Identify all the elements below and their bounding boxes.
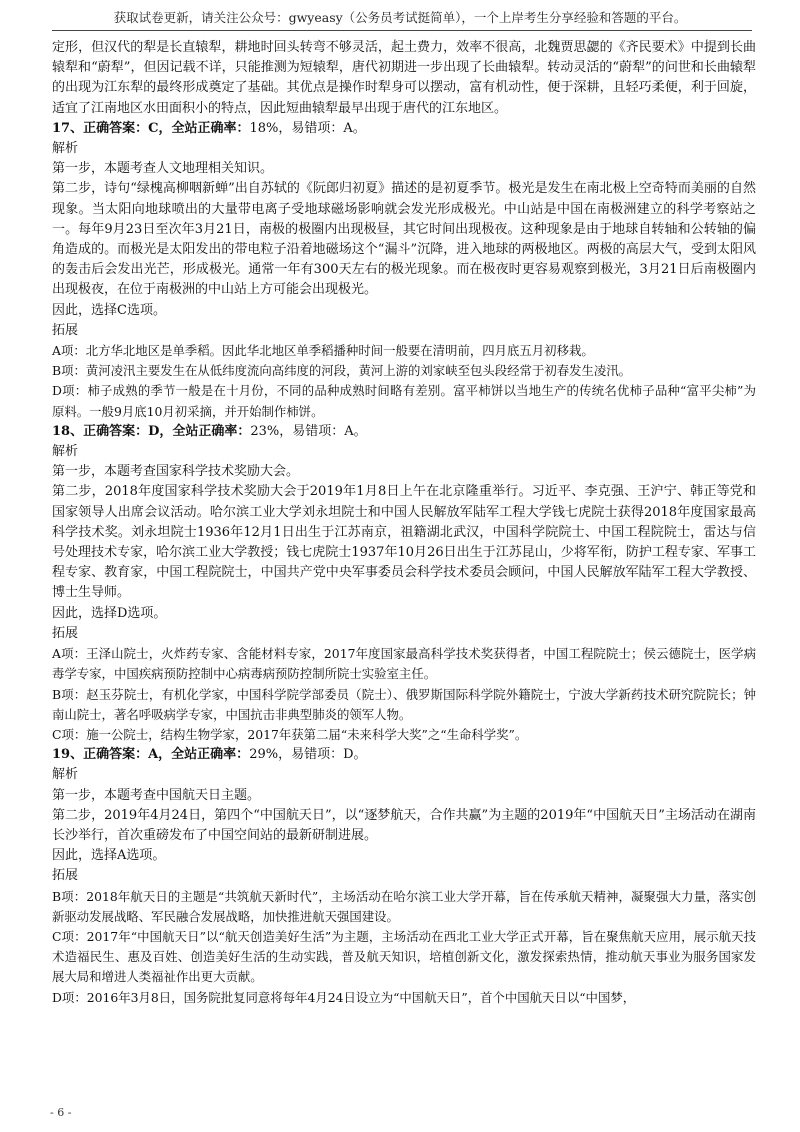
question-17-option-b: B项：黄河凌汛主要发生在从低纬度流向高纬度的河段，黄河上游的刘家峡至包头段经常于初春发生凌汛。 [52,363,632,379]
question-18-option-b: B项：赵玉芬院士，有机化学家，中国科学院学部委员（院士）、俄罗斯国际科学院外籍院士，宁波大学新药技术研究院院长；钟南山院士，著名呼吸病学专家，中国抗击非典型肺炎的领军人物。 [52,686,756,722]
question-17-answer-line [52,119,756,139]
question-17-title: 17、正确答案：C，全站正确率： [52,120,250,136]
question-18-option-a: A项：王泽山院士，火炸药专家、含能材料专家，2017年度国家最高科学技术奖获得者，中国工程院院士；侯云德院士，医学病毒学专家，中国疾病预防控制中心病毒病预防控制所院士实验室主任。 [52,646,756,682]
question-19-title: 19、正确答案：A，全站正确率： [52,747,250,763]
question-19-answer-line [52,745,756,765]
question-17-step-1: 第一步，本题考查人文地理相关知识。 [52,161,274,177]
question-17-option-a: A项：北方华北地区是单季稻。因此华北地区单季稻播种时间一般要在清明前，四月底五月初移栽。 [52,343,594,359]
question-17-conclusion: 因此，选择C选项。 [52,302,166,318]
question-19-extension-label: 拓展 [52,868,79,884]
question-18-conclusion: 因此，选择D选项。 [52,605,167,621]
question-18-rate: 23%，易错项：A。 [250,423,367,439]
question-17-step-2: 第二步，诗句“绿槐高柳咽新蝉”出自苏轼的《阮郎归初夏》描述的是初夏季节。极光是发生在南北极上空奇特而美丽的自然现象。当太阳向地球喷出的大量带电离子受地球磁场影响就会发光形成极光。中山站是中国在南极洲建立的科学考察站之一。每年9月23日至次年3月21日，南极的极圈内出现极昼，其它时间出现极夜。这种现象是由于地球自转轴和公转轴的偏角造成的。而极光是太阳发出的带电粒子沿着地磁场这个“漏斗”沉降，进入地球的两极地区。两极的高层大气，受到太阳风的轰击后会发出光芒，形成极光。通常一年有300天左右的极光现象。而在极夜时更容易观察到极光，3月21日后南极圈内出现极夜，在位于南极洲的中山站上方可能会出现极光。 [52,181,756,298]
question-18-answer-line [52,422,756,442]
question-19-rate: 29%，易错项：D。 [249,747,367,763]
question-18-analysis-label: 解析 [52,444,79,460]
question-18-extension-label: 拓展 [52,625,79,641]
question-17-option-d: D项：柿子成熟的季节一般是在十月份，不同的品种成熟时间略有差别。富平柿饼以当地生产的传统名优柿子品种“富平尖柿”为原料。一般9月底10月初采摘，并开始制作柿饼。 [52,383,756,419]
question-19-option-d: D项：2016年3月8日，国务院批复同意将每年4月24日设立为“中国航天日”，首个中国航天日以“中国梦， [52,989,636,1005]
question-18-option-c: C项：施一公院士，结构生物学家，2017年获第二届“未来科学大奖”之“生命科学奖”。 [52,726,528,742]
intro-paragraph: 定形，但汉代的犁是长直辕犁，耕地时回头转弯不够灵活，起土费力，效率不很高，北魏贾思勰的《齐民要术》中提到长曲辕犁和“蔚犁”，但因记载不详，只能推测为短辕犁，唐代初期进一步出现了长曲辕犁。转动灵活的“蔚犁”的问世和长曲辕犁的出现为江东犁的最终形成奠定了基础。其优点是操作时犁身可以摆动，富有机动性，便于深耕，且轻巧柔便，利于回旋，适宜了江南地区水田面积小的特点，因此短曲辕犁最早出现于唐代的江东地区。 [52,40,756,116]
question-19-conclusion: 因此，选择A选项。 [52,848,166,864]
page-number: - 6 - [50,1106,72,1119]
question-19-step-1: 第一步，本题考查中国航天日主题。 [52,787,261,803]
question-17-extension-label: 拓展 [52,322,79,338]
question-18-step-2: 第二步，2018年度国家科学技术奖励大会于2019年1月8日上午在北京隆重举行。习近平、李克强、王沪宁、韩正等党和国家领导人出席会议活动。哈尔滨工业大学刘永坦院士和中国人民解放军陆军工程大学钱七虎院士获得2018年度国家最高科学技术奖。刘永坦院士1936年12月1日出生于江苏南京，祖籍湖北武汉，中国科学院院士、中国工程院院士，雷达与信号处理技术专家，哈尔滨工业大学教授；钱七虎院士1937年10月26日出生于江苏昆山，少将军衔，防护工程专家、军事工程专家、教育家，中国工程院院士，中国共产党中央军事委员会科学技术委员会顾问，中国人民解放军陆军工程大学教授、博士生导师。 [52,484,756,601]
question-19-analysis-label: 解析 [52,767,79,783]
question-19-option-b: B项：2018年航天日的主题是“共筑航天新时代”，主场活动在哈尔滨工业大学开幕，旨在传承航天精神，凝聚强大力量，落实创新驱动发展战略、军民融合发展战略，加快推进航天强国建设。 [52,888,756,924]
page-header: 获取试卷更新，请关注公众号：gwyeasy（公务员考试挺简单），一个上岸考生分享经验和答题的平台。 [113,10,687,25]
question-18-title: 18、正确答案：D，全站正确率： [52,423,251,439]
document-body [52,38,756,1008]
question-19-step-2: 第二步，2019年4月24日，第四个“中国航天日”，以“逐梦航天，合作共赢”为主题的2019年“中国航天日”主场活动在湖南长沙举行，首次重磅发布了中国空间站的最新研制进展。 [52,807,756,843]
question-17-analysis-label: 解析 [52,141,79,157]
question-19-option-c: C项：2017年“中国航天日”以“航天创造美好生活”为主题，主场活动在西北工业大学正式开幕，旨在聚焦航天应用，展示航天技术造福民生、惠及百姓、创造美好生活的生动实践，普及航天知识，培植创新文化，激发探索热情，推动航天事业为服务国家发展大局和增进人类福祉作出更大贡献。 [52,928,756,985]
question-17-rate: 18%，易错项：A。 [249,120,366,136]
question-18-step-1: 第一步，本题考查国家科学技术奖励大会。 [52,464,300,480]
header-divider [52,30,752,31]
